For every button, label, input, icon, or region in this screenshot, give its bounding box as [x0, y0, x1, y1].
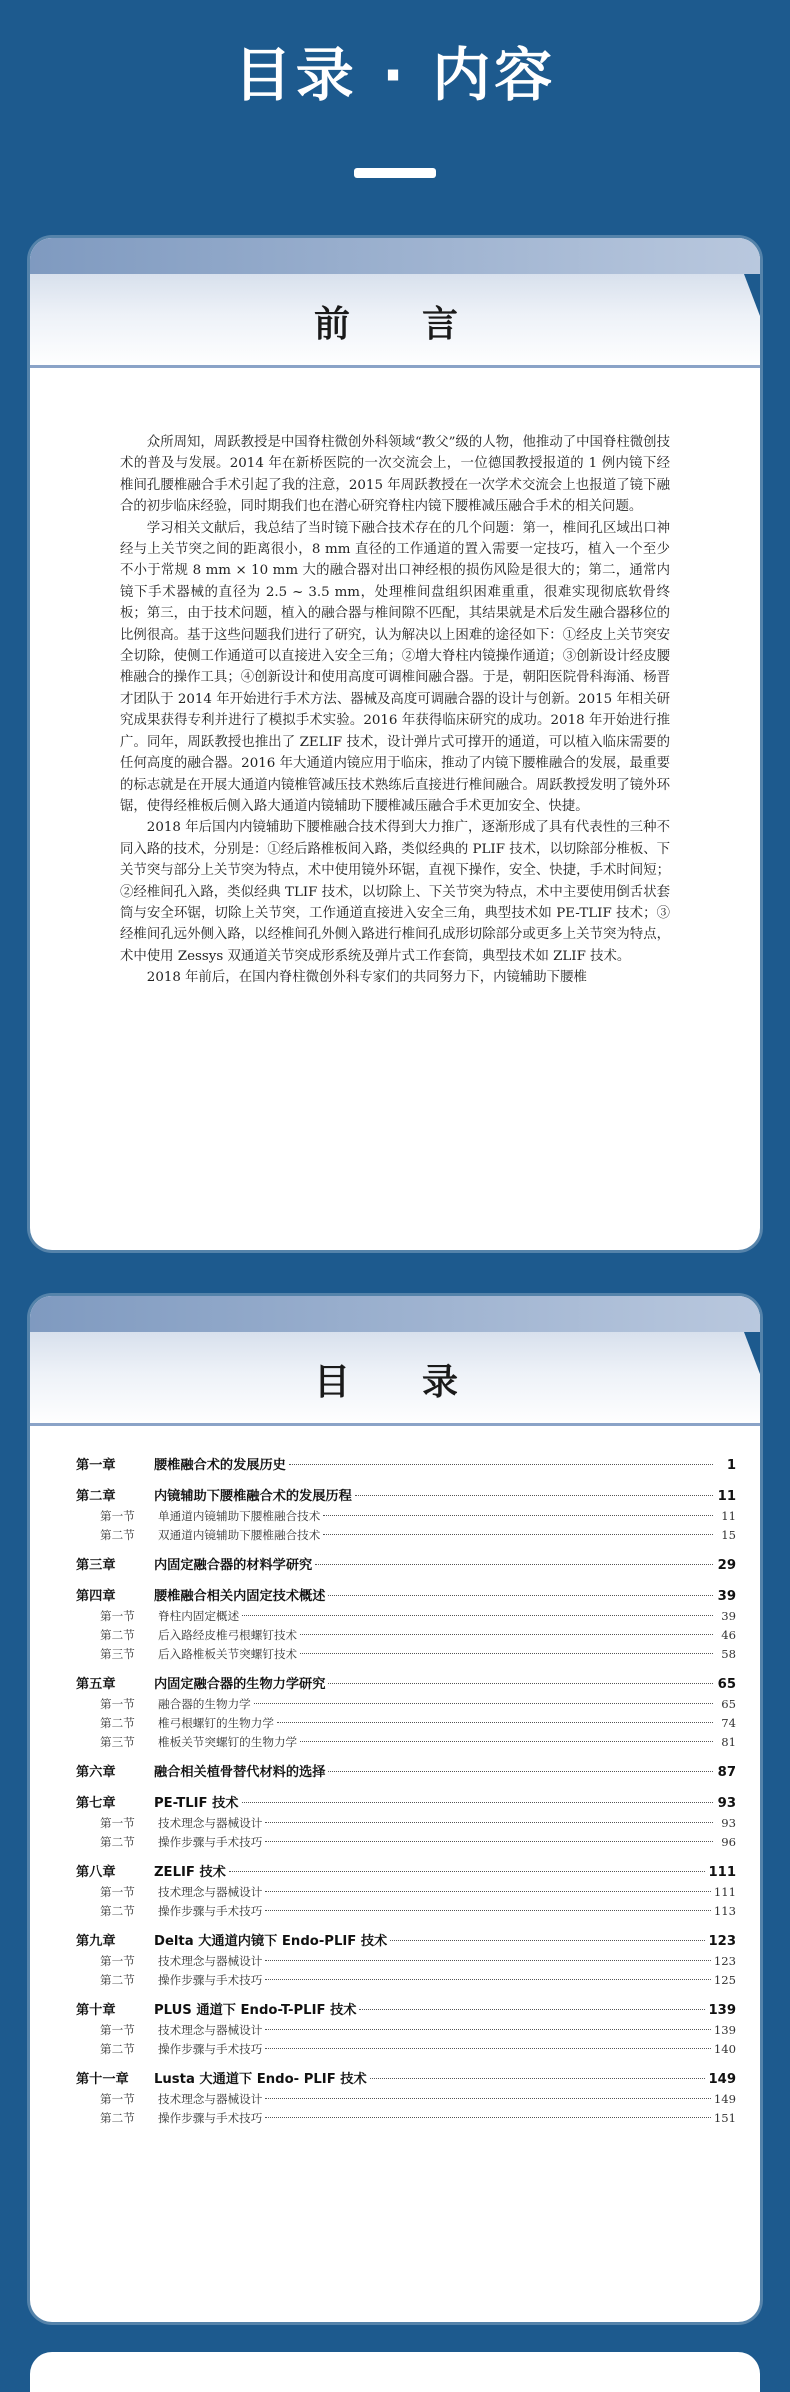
section-title: 操作步骤与手术技巧 — [158, 1835, 263, 1849]
chapter-title: ZELIF 技术 — [154, 1865, 226, 1880]
section-number: 第二节 — [100, 2042, 135, 2056]
header-band — [30, 238, 760, 274]
dot-leader — [355, 1495, 713, 1496]
section-page: 81 — [721, 1735, 736, 1749]
chapter-title: Lusta 大通道下 Endo- PLIF 技术 — [154, 2072, 367, 2087]
chapter-title: 腰椎融合相关内固定技术概述 — [154, 1589, 326, 1604]
section-title: 脊柱内固定概述 — [158, 1609, 240, 1623]
section-title: 融合器的生物力学 — [158, 1697, 251, 1711]
header-divider — [30, 1423, 760, 1426]
section-number: 第一节 — [100, 1885, 135, 1899]
section-page: 125 — [713, 1973, 736, 1987]
section-page: 111 — [713, 1885, 736, 1899]
dot-leader — [242, 1802, 714, 1803]
chapter-number: 第十一章 — [76, 2072, 129, 2087]
toc-chapter-row[interactable] — [76, 1932, 736, 1952]
chapter-number: 第三章 — [76, 1558, 116, 1573]
dot-leader — [265, 1960, 711, 1961]
toc-chapter-row[interactable] — [76, 1794, 736, 1814]
toc-chapter-row[interactable] — [76, 1556, 736, 1576]
section-page: 39 — [721, 1609, 736, 1623]
chapter-page: 123 — [708, 1934, 736, 1949]
dot-leader — [265, 1910, 711, 1911]
chapter-title: 内镜辅助下腰椎融合术的发展历程 — [154, 1489, 352, 1504]
toc-chapter-row[interactable] — [76, 2070, 736, 2090]
toc-title: 目 录 — [313, 1361, 476, 1403]
dot-leader — [323, 1534, 713, 1535]
section-number: 第二节 — [100, 1716, 135, 1730]
dot-leader — [265, 2117, 711, 2118]
preface-paragraph: 2018 年前后，在国内脊柱微创外科专家们的共同努力下，内镜辅助下腰椎 — [146, 970, 587, 986]
chapter-title: PLUS 通道下 Endo-T-PLIF 技术 — [154, 2003, 357, 2018]
toc-card — [30, 1296, 760, 2322]
toc-section-row[interactable] — [76, 1626, 736, 1645]
section-title: 椎弓根螺钉的生物力学 — [158, 1716, 274, 1730]
dot-leader — [359, 2009, 705, 2010]
section-title: 操作步骤与手术技巧 — [158, 1904, 263, 1918]
dot-leader — [277, 1722, 713, 1723]
section-title: 椎板关节突螺钉的生物力学 — [158, 1735, 298, 1749]
toc-section-row[interactable] — [76, 1695, 736, 1714]
dot-leader — [328, 1683, 713, 1684]
chapter-number: 第十章 — [76, 2003, 116, 2018]
dot-leader — [254, 1703, 713, 1704]
toc-chapter-row[interactable] — [76, 2001, 736, 2021]
preface-paragraph: 学习相关文献后，我总结了当时镜下融合技术存在的几个问题：第一，椎间孔区域出口神经与上关节突之间的距离很小，8 mm 直径的工作通道的置入需要一定技巧，植入一个至少不小于常规 8 mm × 10 mm 大的融合器对出口神经根的损伤风险是很大的；第二，通常内镜下手术器械的直径为 2.5 ~ 3.5 mm，处理椎间盘组织困难重重，很难实现彻底软骨终板；第三，由于技术问题，植入的融合器与椎间隙不匹配，其结果就是术后发生融合器移位的比例很高。基于这些问题我们进行了研究，认为解决以上困难的途径如下：①经皮上关节突安全切除，使侧工作通道可以直接进入安全三角；②增大脊柱内镜操作通道；③创新设计经皮腰椎融合的操作工具；④创新设计和使用高度可调椎间融合器。于是，朝阳医院骨科海涌、杨晋才团队于 2014 年开始进行手术方法、器械及高度可调融合器的设计与创新。2015 年相关研究成果获得专利并进行了模拟手术实验。2016 年获得临床研究的成功。2018 年开始进行推广。同年，周跃教授也推出了 ZELIF 技术，设计弹片式可撑开的通道，可以植入临床需要的任何高度的融合器。2016 年大通道内镜应用于临床，推动了内镜下腰椎融合的发展，最重要的标志就是在开展大通道内镜椎管减压技术熟练后直接进行椎间融合。周跃教授发明了镜外环锯，使得经椎板后侧入路大通道内镜辅助下腰椎减压融合手术更加安全、快捷。 — [120, 520, 670, 814]
chapter-number: 第五章 — [76, 1677, 116, 1692]
dot-leader — [265, 1979, 711, 1980]
section-title: 后入路经皮椎弓根螺钉技术 — [158, 1628, 298, 1642]
toc-section-row[interactable] — [76, 1902, 736, 1921]
section-page: 149 — [713, 2092, 736, 2106]
section-title: 双通道内镜辅助下腰椎融合技术 — [158, 1528, 321, 1542]
dot-leader — [265, 2098, 711, 2099]
section-number: 第二节 — [100, 1528, 135, 1542]
section-number: 第三节 — [100, 1735, 135, 1749]
chapter-title: Delta 大通道内镜下 Endo-PLIF 技术 — [154, 1934, 388, 1949]
section-page: 11 — [721, 1509, 736, 1523]
chapter-number: 第九章 — [76, 1934, 116, 1949]
toc-section-row[interactable] — [76, 1733, 736, 1752]
chapter-number: 第一章 — [76, 1458, 116, 1473]
section-number: 第一节 — [100, 1509, 135, 1523]
toc-section-row[interactable] — [76, 2040, 736, 2059]
header-band — [30, 1296, 760, 1332]
preface-paragraph: 2018 年后国内内镜辅助下腰椎融合技术得到大力推广，逐渐形成了具有代表性的三种不同入路的技术，分别是：①经后路椎板间入路，类似经典的 PLIF 技术，以切除部分椎板、下关节突与部分上关节突为特点，术中使用镜外环锯，直视下操作，安全、快捷，手术时间短；②经椎间孔入路，类似经典 TLIF 技术，以切除上、下关节突为特点，术中主要使用倒舌状套筒与安全环锯，切除上关节突，工作通道直接进入安全三角，典型技术如 PE-TLIF 技术；③经椎间孔远外侧入路，以经椎间孔外侧入路进行椎间孔成形切除部分或更多上关节突为特点，术中使用 Zessys 双通道关节突成形系统及弹片式工作套筒，典型技术如 ZLIF 技术。 — [120, 820, 670, 964]
section-title: 技术理念与器械设计 — [158, 1885, 263, 1899]
toc-section-row[interactable] — [76, 1526, 736, 1545]
next-card-edge — [30, 2352, 760, 2392]
section-page: 93 — [721, 1816, 736, 1830]
dot-leader — [265, 1822, 713, 1823]
chapter-title: 内固定融合器的生物力学研究 — [154, 1677, 326, 1692]
chapter-page: 87 — [717, 1765, 736, 1780]
dot-leader — [300, 1741, 713, 1742]
chapter-number: 第二章 — [76, 1489, 116, 1504]
section-title: 后入路椎板关节突螺钉技术 — [158, 1647, 298, 1661]
section-number: 第一节 — [100, 2092, 135, 2106]
toc-chapter-row[interactable] — [76, 1863, 736, 1883]
section-title: 技术理念与器械设计 — [158, 2092, 263, 2106]
chapter-page: 149 — [708, 2072, 736, 2087]
section-page: 58 — [721, 1647, 736, 1661]
toc-section-row[interactable] — [76, 2090, 736, 2109]
section-number: 第一节 — [100, 1609, 135, 1623]
page-title: 目录 · 内容 — [233, 41, 557, 109]
section-page: 113 — [713, 1904, 736, 1918]
chapter-page: 65 — [717, 1677, 736, 1692]
toc-section-row[interactable] — [76, 2021, 736, 2040]
chapter-page: 93 — [717, 1796, 736, 1811]
chapter-page: 111 — [708, 1865, 736, 1880]
section-page: 65 — [721, 1697, 736, 1711]
section-number: 第二节 — [100, 1835, 135, 1849]
toc-section-row[interactable] — [76, 1507, 736, 1526]
dot-leader — [242, 1615, 713, 1616]
section-title: 操作步骤与手术技巧 — [158, 1973, 263, 1987]
toc-section-row[interactable] — [76, 1833, 736, 1852]
section-page: 139 — [713, 2023, 736, 2037]
toc-header — [30, 1296, 760, 1426]
dot-leader — [390, 1940, 705, 1941]
toc-section-row[interactable] — [76, 1952, 736, 1971]
toc-chapter-row[interactable] — [76, 1763, 736, 1783]
dot-leader — [289, 1464, 713, 1465]
toc-section-row[interactable] — [76, 1714, 736, 1733]
chapter-number: 第八章 — [76, 1865, 116, 1880]
section-number: 第二节 — [100, 1973, 135, 1987]
dot-leader — [265, 1841, 713, 1842]
section-title: 技术理念与器械设计 — [158, 2023, 263, 2037]
section-number: 第二节 — [100, 1904, 135, 1918]
chapter-title: 融合相关植骨替代材料的选择 — [154, 1765, 326, 1780]
section-number: 第一节 — [100, 1816, 135, 1830]
header-divider — [30, 365, 760, 368]
chapter-number: 第四章 — [76, 1589, 116, 1604]
section-page: 151 — [713, 2111, 736, 2125]
dot-leader — [328, 1595, 713, 1596]
toc-chapter-row[interactable] — [76, 1587, 736, 1607]
chapter-title: 内固定融合器的材料学研究 — [154, 1558, 313, 1573]
dot-leader — [300, 1634, 713, 1635]
section-title: 操作步骤与手术技巧 — [158, 2042, 263, 2056]
chapter-title: PE-TLIF 技术 — [154, 1796, 239, 1811]
preface-text — [30, 368, 760, 989]
title-underline — [354, 168, 436, 178]
chapter-title: 腰椎融合术的发展历史 — [154, 1458, 286, 1473]
section-page: 140 — [713, 2042, 736, 2056]
toc-section-row[interactable] — [76, 1814, 736, 1833]
toc-section-row[interactable] — [76, 1645, 736, 1664]
toc-section-row[interactable] — [76, 1971, 736, 1990]
preface-card — [30, 238, 760, 1250]
toc-chapter-row[interactable] — [76, 1487, 736, 1507]
dot-leader — [315, 1564, 713, 1565]
dot-leader — [265, 2048, 711, 2049]
dot-leader — [300, 1653, 713, 1654]
section-title: 技术理念与器械设计 — [158, 1816, 263, 1830]
toc-chapter-row[interactable] — [76, 1456, 736, 1476]
preface-paragraph: 众所周知，周跃教授是中国脊柱微创外科领域“教父”级的人物，他推动了中国脊柱微创技术的普及与发展。2014 年在新桥医院的一次交流会上，一位德国教授报道的 1 例内镜下经椎间孔腰椎融合手术引起了我的注意，2015 年周跃教授在一次学术交流会上也报道了镜下融合的初步临床经验，同时期我们也在潜心研究脊柱内镜下腰椎减压融合手术的相关问题。 — [120, 435, 670, 515]
chapter-number: 第七章 — [76, 1796, 116, 1811]
section-title: 单通道内镜辅助下腰椎融合技术 — [158, 1509, 321, 1523]
section-number: 第二节 — [100, 2111, 135, 2125]
chapter-page: 29 — [717, 1558, 736, 1573]
preface-header — [30, 238, 760, 368]
chapter-page: 139 — [708, 2003, 736, 2018]
section-page: 15 — [721, 1528, 736, 1542]
dot-leader — [328, 1771, 713, 1772]
toc-list — [30, 1426, 760, 2128]
section-number: 第二节 — [100, 1628, 135, 1642]
section-number: 第三节 — [100, 1647, 135, 1661]
chapter-number: 第六章 — [76, 1765, 116, 1780]
section-page: 74 — [721, 1716, 736, 1730]
toc-chapter-row[interactable] — [76, 1675, 736, 1695]
section-page: 46 — [721, 1628, 736, 1642]
section-page: 123 — [713, 1954, 736, 1968]
dot-leader — [265, 2029, 711, 2030]
toc-section-row[interactable] — [76, 1607, 736, 1626]
chapter-page: 1 — [726, 1458, 736, 1473]
section-title: 技术理念与器械设计 — [158, 1954, 263, 1968]
dot-leader — [370, 2078, 706, 2079]
preface-title: 前 言 — [313, 303, 476, 345]
chapter-page: 39 — [717, 1589, 736, 1604]
toc-section-row[interactable] — [76, 1883, 736, 1902]
section-number: 第一节 — [100, 1697, 135, 1711]
dot-leader — [323, 1515, 713, 1516]
toc-section-row[interactable] — [76, 2109, 736, 2128]
section-number: 第一节 — [100, 2023, 135, 2037]
section-number: 第一节 — [100, 1954, 135, 1968]
dot-leader — [229, 1871, 706, 1872]
section-page: 96 — [721, 1835, 736, 1849]
dot-leader — [265, 1891, 711, 1892]
chapter-page: 11 — [717, 1489, 736, 1504]
section-title: 操作步骤与手术技巧 — [158, 2111, 263, 2125]
